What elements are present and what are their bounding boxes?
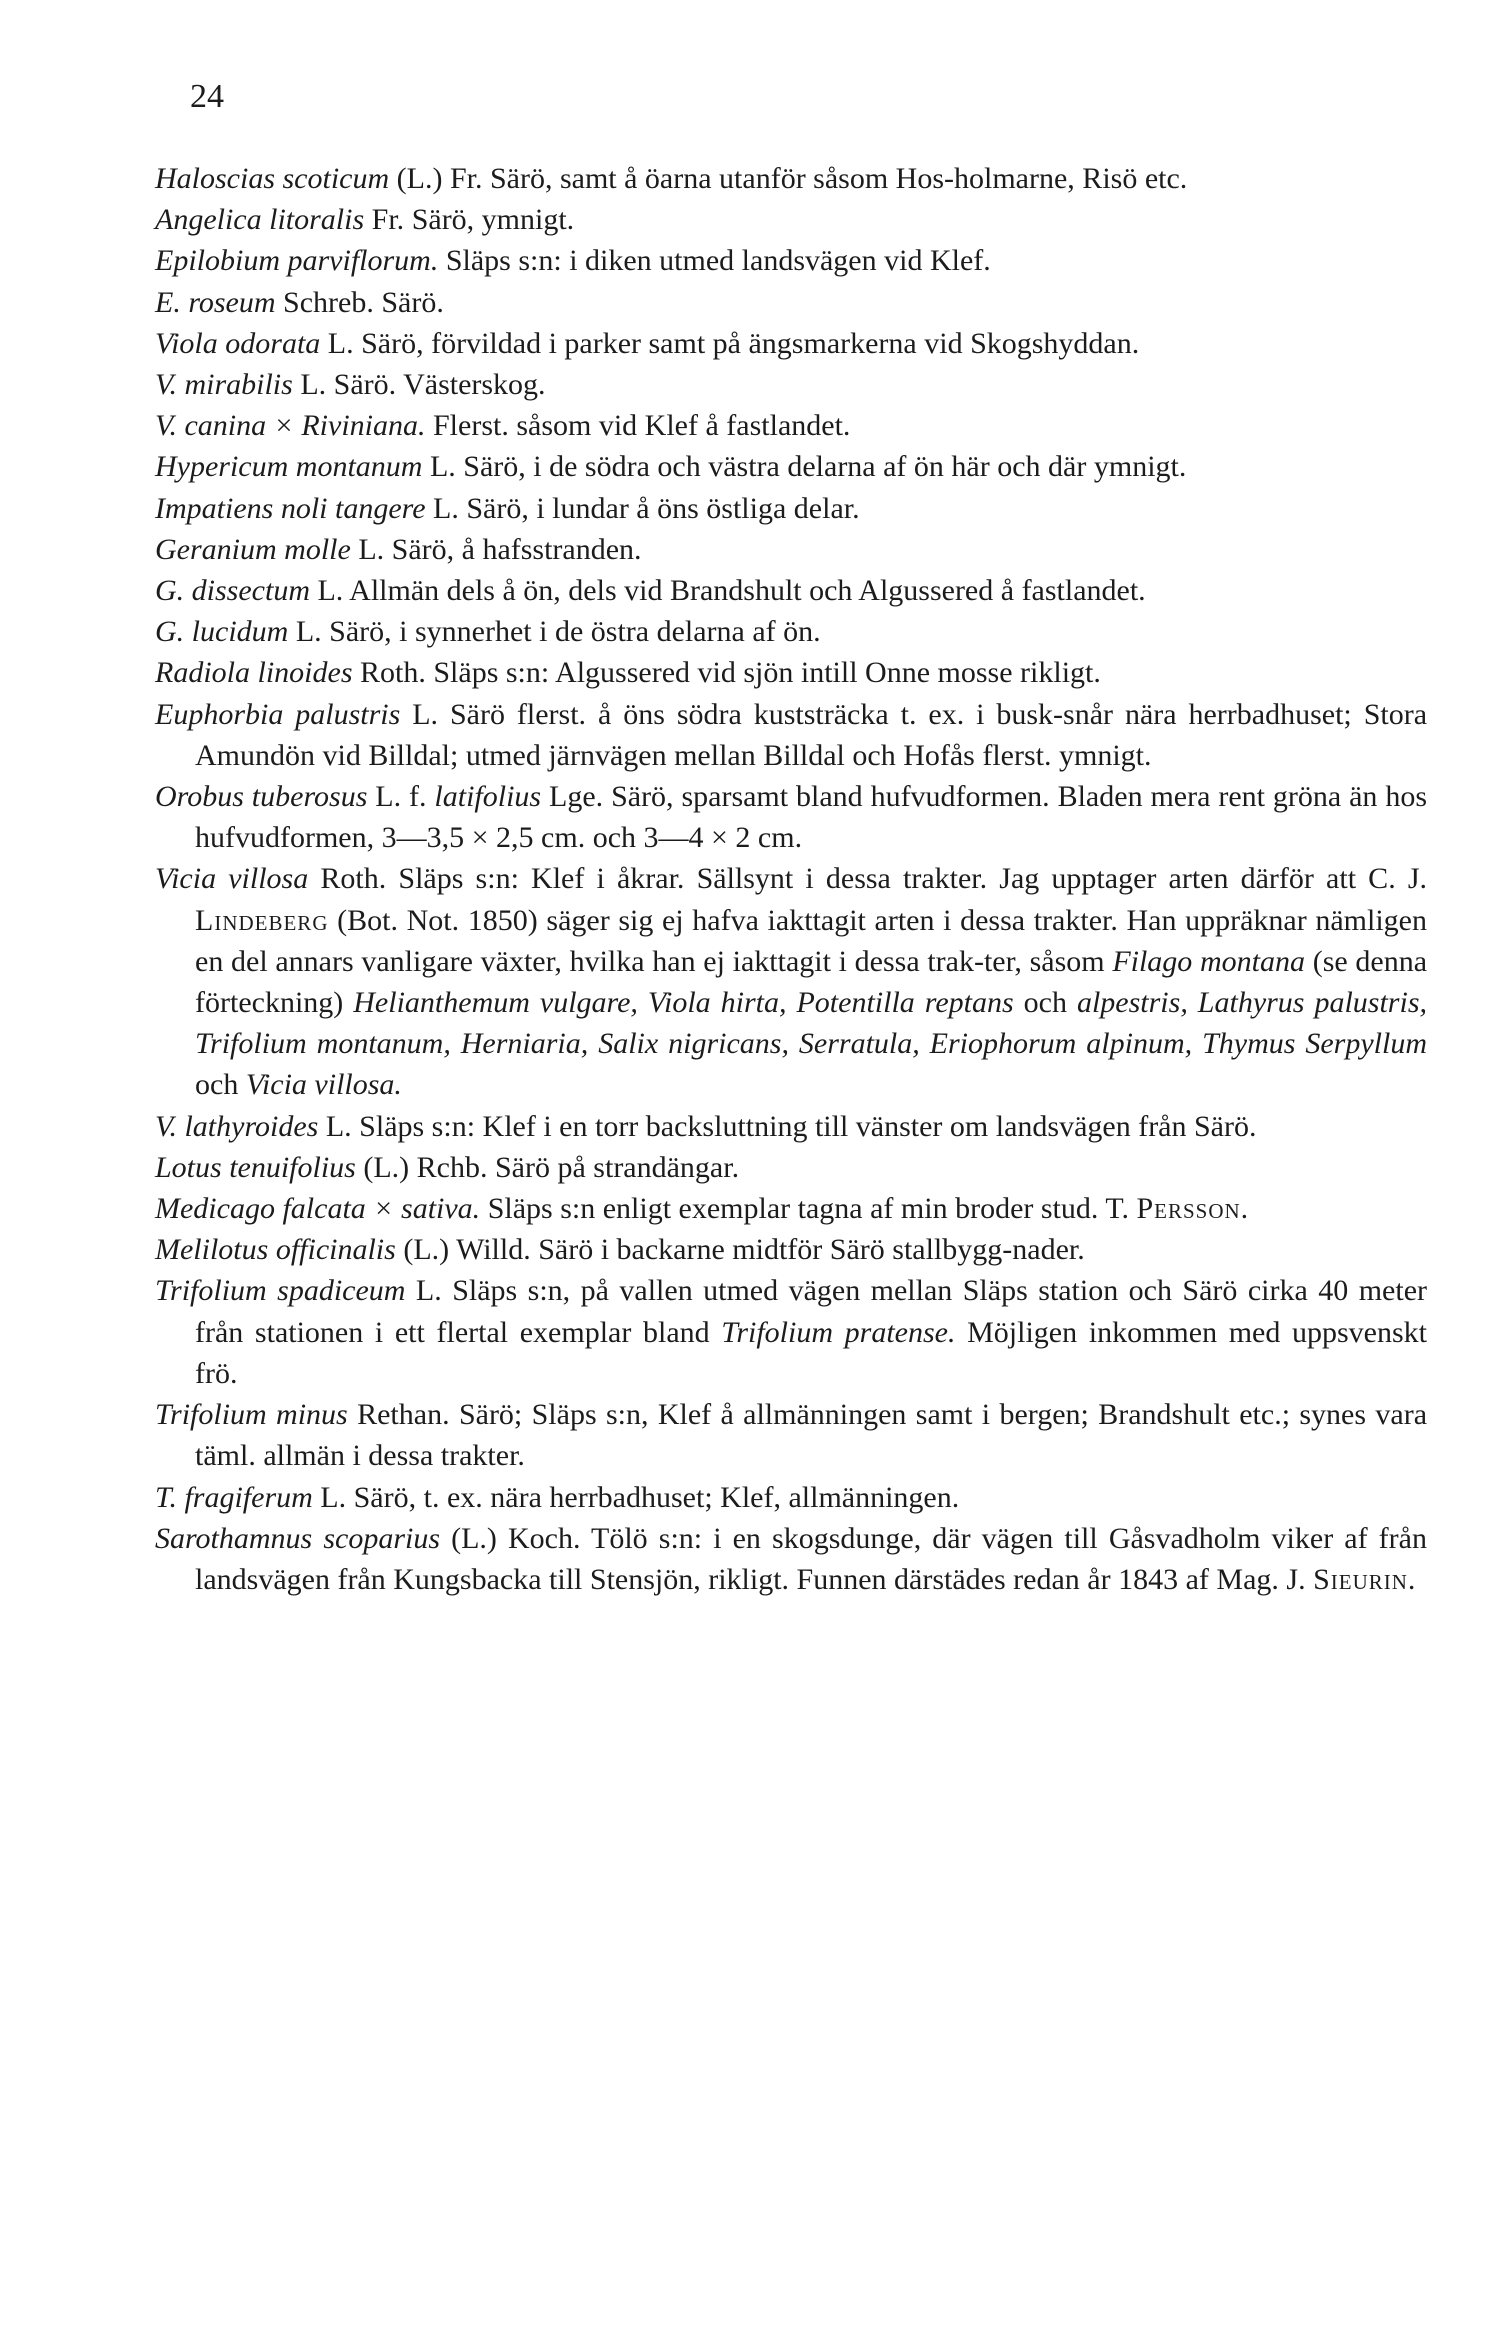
species-entry bbox=[155, 405, 1427, 446]
entry-text: och bbox=[1023, 986, 1067, 1020]
entry-text: Särö i backarne midtför Särö stallbygg-nader. bbox=[538, 1233, 1085, 1267]
author: L. bbox=[325, 1109, 352, 1143]
species-entry bbox=[155, 1229, 1427, 1270]
species-entry bbox=[155, 240, 1427, 281]
form-name: latifolius bbox=[434, 780, 542, 814]
author: L. bbox=[358, 532, 385, 566]
species-entry bbox=[155, 611, 1427, 652]
species-name: Angelica litoralis bbox=[155, 203, 365, 237]
species-name: Viola odorata bbox=[155, 326, 321, 360]
species-reference: Vicia villosa. bbox=[245, 1068, 402, 1102]
species-entry bbox=[155, 1147, 1427, 1188]
entry-text: Släps s:n enligt exemplar tagna af min broder stud. T. bbox=[487, 1192, 1129, 1226]
species-name: Trifolium spadiceum bbox=[155, 1274, 406, 1308]
entry-text: Släps s:n: Klef i åkrar. Sällsynt i dessa trakter. Jag upptager arten därför att C. J. bbox=[398, 862, 1428, 896]
species-name: Geranium molle bbox=[155, 532, 351, 566]
species-reference: Trifolium pratense. bbox=[721, 1315, 956, 1349]
page-number: 24 bbox=[190, 78, 224, 115]
species-name: Medicago falcata × sativa. bbox=[155, 1192, 481, 1226]
entry-text: Särö, sparsamt bland hufvudformen. Bladen mera rent gröna än hos hufvudformen, 3—3,5 × 2,5 cm. och 3—4 × 2 cm. bbox=[195, 780, 1427, 855]
author: (L.) Fr. bbox=[396, 162, 483, 195]
entry-text: Särö, i de södra och västra delarna af ön här och där ymnigt. bbox=[463, 450, 1187, 484]
species-name: G. dissectum bbox=[155, 574, 310, 608]
species-name: Lotus tenuifolius bbox=[155, 1150, 356, 1184]
author: Rethan. bbox=[357, 1398, 450, 1432]
entry-text: Särö; Släps s:n, Klef å allmänningen samt i bergen; Brandshult etc.; synes vara täml. allmän i dessa trakter. bbox=[195, 1398, 1428, 1473]
species-name: Sarothamnus scoparius bbox=[155, 1521, 440, 1555]
author: L. bbox=[320, 1480, 347, 1514]
entry-text: (se denna förteckning) bbox=[195, 944, 1428, 1020]
entry-text: Särö, i synnerhet i de östra delarna af ön. bbox=[329, 615, 821, 649]
species-entry bbox=[155, 323, 1427, 364]
species-entry bbox=[155, 364, 1427, 405]
author: L. bbox=[429, 450, 456, 484]
author: Schreb. bbox=[283, 285, 374, 319]
species-name: V. canina × Riviniana. bbox=[155, 409, 426, 443]
entry-text: Särö flerst. å öns södra kuststräcka t. ex. i busk-snår nära herrbadhuset; Stora Amundön vid Billdal; utmed järnvägen mellan Billdal och Hofås flerst. ymnigt. bbox=[195, 697, 1428, 772]
author: L. bbox=[300, 368, 327, 402]
author: Roth. bbox=[360, 656, 426, 690]
species-name: E. roseum bbox=[155, 285, 276, 319]
species-entry bbox=[155, 1394, 1427, 1476]
species-entry bbox=[155, 282, 1427, 323]
entry-text: Släps s:n: i diken utmed landsvägen vid Klef. bbox=[445, 244, 991, 278]
entry-text: Möjligen inkommen med uppsvenskt frö. bbox=[195, 1315, 1427, 1390]
species-entry bbox=[155, 858, 1427, 1105]
species-entry bbox=[155, 694, 1427, 776]
species-name: Hypericum montanum bbox=[155, 450, 423, 484]
species-entry bbox=[155, 529, 1427, 570]
entry-text: Särö, ymnigt. bbox=[411, 203, 575, 237]
person-name: Lindeberg bbox=[195, 903, 329, 937]
author: L. bbox=[415, 1274, 442, 1308]
entry-text: Släps s:n: Algussered vid sjön intill Onne mosse rikligt. bbox=[433, 656, 1101, 690]
species-entry bbox=[155, 776, 1427, 858]
species-name: Haloscias scoticum bbox=[155, 162, 390, 195]
species-name: Radiola linoides bbox=[155, 656, 353, 690]
species-name: Orobus tuberosus bbox=[155, 780, 368, 814]
species-entry bbox=[155, 1477, 1427, 1518]
entry-text: Särö. bbox=[381, 285, 444, 319]
species-list bbox=[155, 158, 1427, 1600]
author: L. bbox=[375, 780, 402, 814]
species-name: V. lathyroides bbox=[155, 1109, 319, 1143]
species-name: G. lucidum bbox=[155, 615, 289, 649]
author: (L.) Koch. bbox=[451, 1521, 581, 1555]
species-reference: Helianthemum vulgare, Viola hirta, Potentilla reptans bbox=[353, 986, 1014, 1020]
species-name: T. fragiferum bbox=[155, 1480, 313, 1514]
species-entry bbox=[155, 199, 1427, 240]
author: Fr. bbox=[371, 203, 405, 237]
person-name: Sieurin. bbox=[1313, 1562, 1417, 1596]
species-entry bbox=[155, 1518, 1427, 1600]
entry-text: Tölö s:n: i en skogsdunge, där vägen till Gåsvadholm viker af från landsvägen från Kungsbacka till Stensjön, rikligt. Funnen därstädes redan år 1843 af Mag. J. bbox=[195, 1521, 1427, 1596]
author: L. bbox=[317, 574, 344, 608]
species-entry bbox=[155, 1270, 1427, 1394]
entry-text: Släps s:n: Klef i en torr backsluttning till vänster om landsvägen från Särö. bbox=[359, 1109, 1257, 1143]
species-entry bbox=[155, 1188, 1427, 1229]
entry-text: Särö, å hafsstranden. bbox=[391, 532, 642, 566]
entry-text: Flerst. såsom vid Klef å fastlandet. bbox=[433, 409, 851, 443]
species-name: Impatiens noli tangere bbox=[155, 491, 426, 525]
form-prefix: f. bbox=[409, 780, 427, 814]
author: (L.) Willd. bbox=[403, 1233, 531, 1267]
species-name: V. mirabilis bbox=[155, 368, 293, 402]
species-entry bbox=[155, 570, 1427, 611]
species-entry bbox=[155, 446, 1427, 487]
author: Roth. bbox=[320, 862, 387, 896]
author: L. bbox=[433, 491, 459, 525]
form-author: Lge. bbox=[549, 780, 604, 814]
entry-text: Allmän dels å ön, dels vid Brandshult och Algussered å fastlandet. bbox=[349, 574, 1146, 608]
species-name: Euphorbia palustris bbox=[155, 697, 401, 731]
entry-text: Särö, i lundar å öns östliga delar. bbox=[466, 491, 860, 525]
entry-text: Särö, samt å öarna utanför såsom Hos-holmarne, Risö etc. bbox=[489, 162, 1188, 195]
species-name: Trifolium minus bbox=[155, 1398, 348, 1432]
author: L. bbox=[412, 697, 439, 731]
species-name: Vicia villosa bbox=[155, 862, 309, 896]
entry-text: och bbox=[195, 1068, 239, 1102]
species-reference: alpestris, Lathyrus palustris, Trifolium montanum, Herniaria, Salix nigricans, Serratula, Eriophorum alpinum, Thymus Serpyllum bbox=[195, 986, 1427, 1061]
entry-text: Särö, t. ex. nära herrbadhuset; Klef, allmänningen. bbox=[353, 1480, 960, 1514]
species-name: Melilotus officinalis bbox=[155, 1233, 396, 1267]
species-reference: Filago montana bbox=[1112, 944, 1306, 978]
author: L. bbox=[327, 326, 354, 360]
entry-text: Släps s:n, på vallen utmed vägen mellan Släps station och Särö cirka 40 meter från stationen i ett flertal exemplar bland bbox=[195, 1274, 1428, 1349]
species-entry bbox=[155, 652, 1427, 693]
person-name: Persson. bbox=[1136, 1192, 1250, 1226]
species-entry bbox=[155, 1106, 1427, 1147]
species-entry bbox=[155, 158, 1427, 199]
author: L. bbox=[295, 615, 322, 649]
species-name: Epilobium parviflorum. bbox=[155, 244, 439, 278]
author: (L.) Rchb. bbox=[363, 1150, 488, 1184]
species-entry bbox=[155, 488, 1427, 529]
entry-text: Särö, förvildad i parker samt på ängsmarkerna vid Skogshyddan. bbox=[361, 326, 1140, 360]
entry-text: Särö på strandängar. bbox=[495, 1150, 740, 1184]
entry-text: Särö. Västerskog. bbox=[333, 368, 546, 402]
entry-text: (Bot. Not. 1850) säger sig ej hafva iakttagit arten i dessa trakter. Han uppräknar nämligen en del annars vanligare växter, hvilka han ej iakttagit i dessa trak-ter, såsom bbox=[195, 903, 1428, 978]
